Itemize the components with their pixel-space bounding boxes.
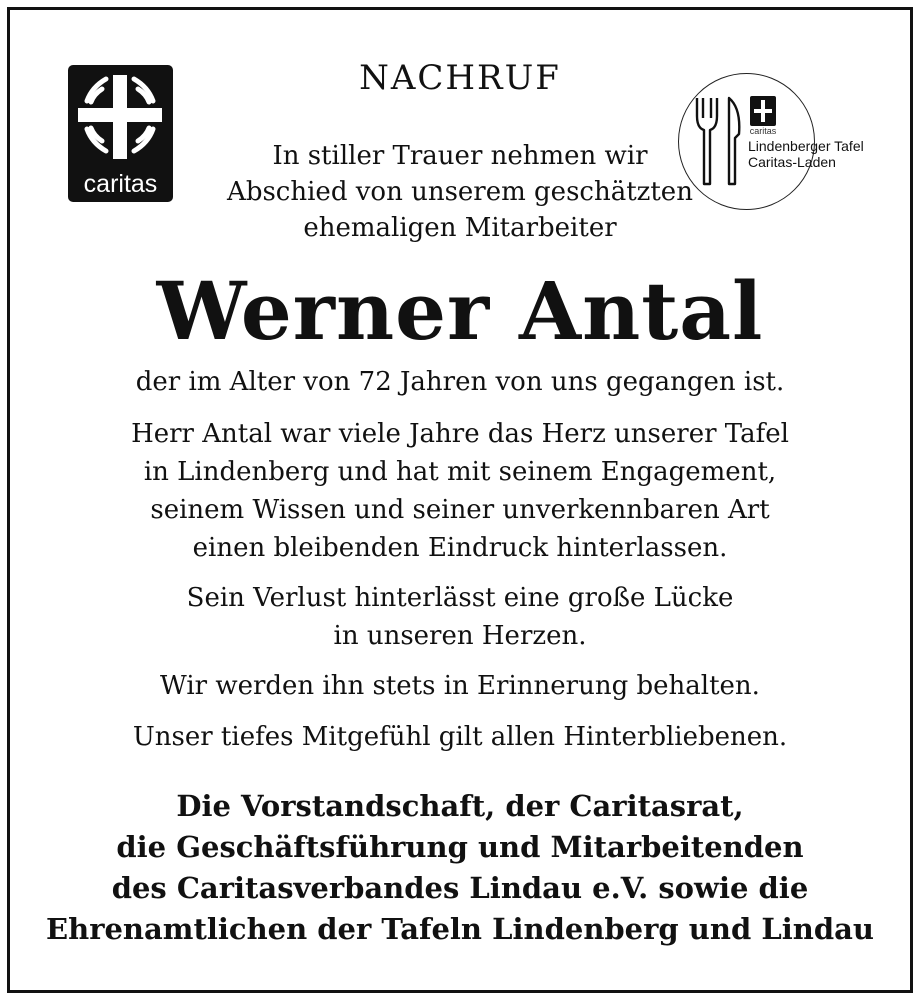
tafel-label-line2: Caritas-Laden xyxy=(748,154,836,170)
intro-text xyxy=(0,138,920,246)
tribute-line: Herr Antal war viele Jahre das Herz unserer Tafel xyxy=(131,419,789,449)
deceased-name: Werner Antal xyxy=(156,264,764,358)
tribute-line: in Lindenberg und hat mit seinem Engagement, xyxy=(143,457,777,487)
loss-line: Sein Verlust hinterlässt eine große Lücke xyxy=(186,583,734,613)
signature-line: Die Vorstandschaft, der Caritasrat, xyxy=(176,789,744,823)
loss-paragraph xyxy=(0,579,920,655)
obituary-heading: NACHRUF xyxy=(359,58,561,98)
caritas-mini-logo xyxy=(750,96,776,126)
caritas-wordmark: caritas xyxy=(83,170,158,198)
signature-block xyxy=(0,786,920,950)
caritas-mini-wordmark: caritas xyxy=(749,126,777,136)
intro-line: Abschied von unserem geschätzten xyxy=(227,177,693,207)
age-line: der im Alter von 72 Jahren von uns gegangen ist. xyxy=(135,367,785,397)
loss-line: in unseren Herzen. xyxy=(333,621,587,651)
signature-line: Ehrenamtlichen der Tafeln Lindenberg und Lindau xyxy=(46,912,874,946)
intro-line: In stiller Trauer nehmen wir xyxy=(272,141,648,171)
signature-line: des Caritasverbandes Lindau e.V. sowie die xyxy=(111,871,809,905)
tribute-line: einen bleibenden Eindruck hinterlassen. xyxy=(192,533,728,563)
signature-line: die Geschäftsführung und Mitarbeitenden xyxy=(116,830,804,864)
tribute-line: seinem Wissen und seiner unverkennbaren Art xyxy=(150,495,770,525)
remember-line: Wir werden ihn stets in Erinnerung behalten. xyxy=(160,671,760,701)
intro-line: ehemaligen Mitarbeiter xyxy=(303,213,617,243)
tribute-paragraph xyxy=(0,415,920,567)
tafel-label-line1: Lindenberger Tafel xyxy=(748,138,864,154)
sympathy-line: Unser tiefes Mitgefühl gilt allen Hinterbliebenen. xyxy=(132,722,788,752)
